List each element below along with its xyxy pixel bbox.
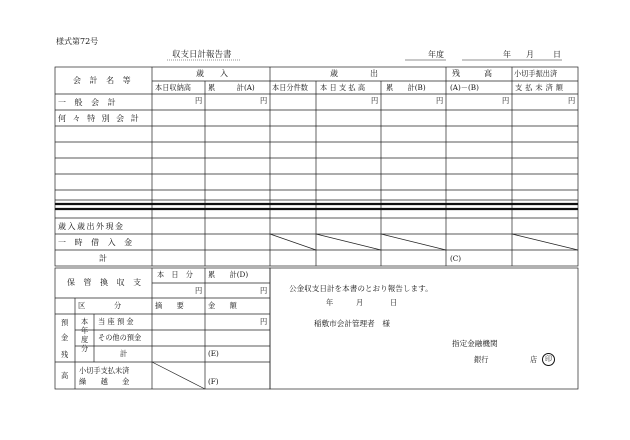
- yen-unit: 円: [260, 286, 268, 295]
- seal-stamp: [542, 353, 555, 366]
- report-date-day: 日: [390, 298, 398, 307]
- revenue-header: 歳 入: [196, 69, 228, 78]
- custody-header: 保 管 換 収 支: [67, 278, 145, 287]
- fiscal-year-label: 年度: [428, 50, 444, 59]
- report-manager: 稲敷市会計管理者 様: [314, 319, 390, 328]
- date-day-label: 日: [553, 50, 561, 59]
- current-fy-char: 年: [81, 326, 89, 335]
- date-month-label: 月: [526, 50, 534, 59]
- report-date-year: 年: [326, 298, 334, 307]
- today-receipts-header: 本日収納高: [155, 83, 191, 92]
- deposit-subtotal-label: 計: [120, 349, 128, 358]
- payment-count-header: 本日分件数: [272, 83, 308, 92]
- date-year-label: 年: [503, 50, 511, 59]
- custody-today: 本 日 分: [157, 270, 193, 279]
- row-temp-borrowing: 一 時 借 入 金: [58, 238, 136, 247]
- current-fy-char: 分: [81, 344, 89, 353]
- other-deposit-label: その他の預金: [98, 333, 142, 342]
- deposit-side-label-char: 高: [61, 371, 69, 380]
- report-bank: 銀行: [474, 355, 489, 364]
- account-name-header: 会 計 名 等: [73, 76, 134, 85]
- yen-unit: 円: [195, 96, 203, 105]
- deposit-side-label-char: 預: [61, 318, 69, 327]
- deposit-side-label-char: 金: [61, 333, 69, 342]
- deposit-amount-header: 金 額: [208, 301, 237, 310]
- current-fy-char: 度: [81, 335, 89, 344]
- row-general-account: 一 般 会 計: [58, 98, 119, 107]
- custody-total-d: 累 計(D): [208, 270, 249, 279]
- yen-unit: 円: [260, 96, 268, 105]
- mark-c: (C): [450, 254, 462, 263]
- yen-unit: 円: [502, 96, 510, 105]
- deposit-summary-header: 摘 要: [155, 301, 184, 310]
- today-payments-header: 本 日 支 払 高: [320, 83, 366, 92]
- report-date-month: 月: [356, 298, 364, 307]
- current-deposit-label: 当 座 預 金: [98, 317, 134, 326]
- report-branch: 店: [530, 355, 538, 364]
- yen-unit: 円: [436, 96, 444, 105]
- checks-unpaid-line2: 繰 越 金: [79, 377, 130, 386]
- row-cash-outside: 歳入歳出外現金: [58, 222, 125, 231]
- unpaid-header-line2: 支払未済額: [515, 83, 566, 92]
- checks-unpaid-line1: 小切手支払未済: [79, 366, 130, 375]
- total-b-header: 累 計(B): [386, 83, 426, 92]
- report-statement: 公金収支日計を本書のとおり報告します。: [289, 284, 433, 293]
- yen-unit: 円: [195, 286, 203, 295]
- row-special-account: 何 々 特 別 会 計: [58, 114, 141, 123]
- yen-unit: 円: [568, 96, 576, 105]
- expenditure-header: 歳 出: [330, 69, 378, 78]
- unpaid-header-line1: 小切手振出済: [514, 69, 558, 78]
- current-fy-char: 本: [81, 317, 89, 326]
- deposit-category-header: 区 分: [78, 301, 122, 310]
- form-number: 様式第72号: [56, 37, 99, 46]
- mark-e: (E): [208, 349, 219, 358]
- a-minus-b-header: (A)－(B): [450, 83, 479, 92]
- deposit-side-label-char: 残: [61, 350, 69, 359]
- report-bank-label: 指定金融機関: [452, 339, 498, 348]
- total-a-header: 累 計(A): [208, 83, 255, 92]
- balance-header: 残 高: [452, 69, 492, 78]
- form-title: 収支日計報告書: [172, 50, 232, 60]
- seal-label: 印: [542, 353, 555, 366]
- yen-unit: 円: [260, 317, 268, 326]
- mark-f: (F): [208, 377, 219, 386]
- row-total: 計: [99, 254, 107, 263]
- yen-unit: 円: [371, 96, 379, 105]
